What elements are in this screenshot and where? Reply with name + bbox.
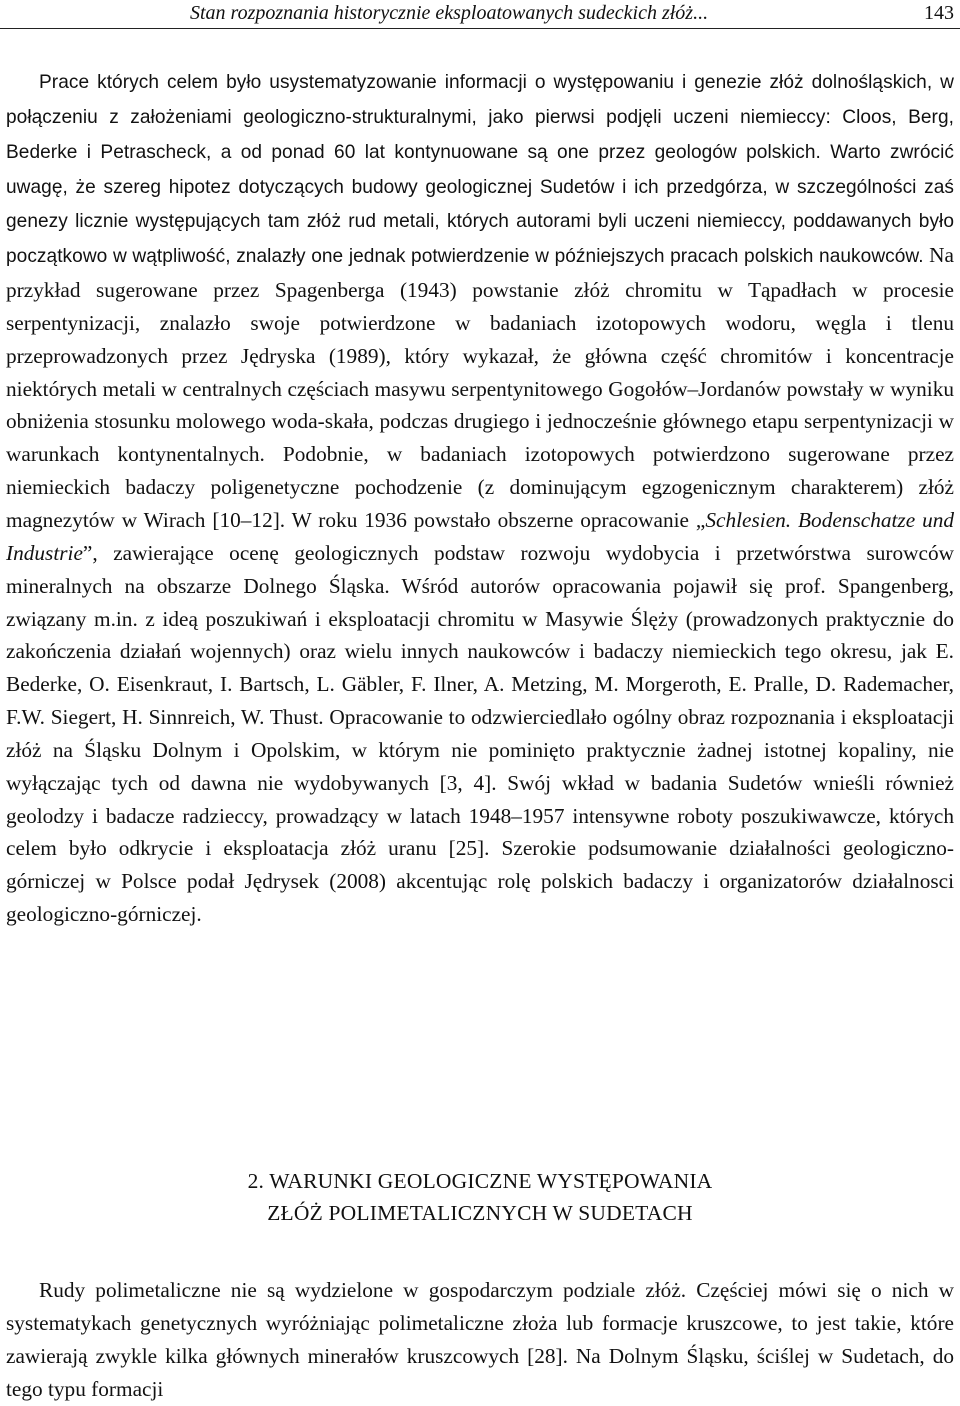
running-title: Stan rozpoznania historycznie eksploatowanych sudeckich złóż... xyxy=(190,2,709,24)
sentence-na-przyklad: Na przykład sugerowane przez Spagenberga (1943) powstanie złóż chromitu w Tąpadłach w procesie serpentynizacji, znalazło swoje potwierdzone w badaniach izotopowych wodoru, węgla i tlenu przeprowadzonych przez Jędryska (1989), który wykazał, że główna część chromitów i koncentracje niektórych metali w centralnych częściach masywu serpentynitowego Gogołów–Jordanów powstały w wyniku obniżenia stosunku molowego woda-skała, podczas drugiego i jednocześnie głównego etapu serpentynizacji w warunkach kontynentalnych. xyxy=(6,243,954,467)
section-heading-line-2: ZŁÓŻ POLIMETALICZNYCH W SUDETACH xyxy=(267,1201,693,1225)
body-paragraph-2: Rudy polimetaliczne nie są wydzielone w gospodarczym podziale złóż. Częściej mówi się o nich w systematykach genetycznych wyróżniając polimetaliczne złoża lub formacje kruszcowe, to jest takie, które zawierają zwykle kilka głównych minerałów kruszcowych [28]. Na Dolnym Śląsku, ściślej w Sudetach, do tego typu formacji xyxy=(6,1278,954,1401)
sentence-w-roku-1936: W roku 1936 powstało obszerne opracowanie „ xyxy=(285,507,706,532)
sentence-zawierajace-ocene: ”, zawierające ocenę geologicznych podstaw rozwoju wydobycia i przetwórstwa surowców mineralnych na obszarze Dolnego Śląska. Wśród autorów opracowania pojawił się prof. Spangenberg, związany m.in. z ideą poszukiwań i eksploatacji chromitu w Masywie Ślęży (prowadzonych praktycznie do zakończenia działań wojennych) oraz wielu innych naukowców i badaczy niemieckich tego okresu, jak E. Bederke, O. Eisenkraut, I. Bartsch, L. Gäbler, F. Ilner, A. Metzing, M. Morgeroth, E. Pralle, D. Rademacher, F.W. Siegert, H. Sinnreich, W. Thust. xyxy=(6,540,954,730)
body-paragraph-1 xyxy=(6,65,954,931)
section-heading-line-1: 2. WARUNKI GEOLOGICZNE WYSTĘPOWANIA xyxy=(247,1169,713,1193)
cited-title-schlesien: Schlesien. Bodenschatze und Industrie xyxy=(6,507,955,565)
running-header xyxy=(0,0,960,29)
sentence-podobnie: Podobnie, w badaniach izotopowych potwierdzono sugerowane przez niemieckich badaczy poligenetyczne pochodzenie (z dominującym egzogenicznym charakterem) złóż magnezytów w Wirach [10–12]. xyxy=(6,442,954,532)
page-number: 143 xyxy=(924,2,954,24)
sentence-prace-ktorych: Prace których celem było usystematyzowanie informacji o występowaniu i genezie złóż dolnośląskich, w połączeniu z założeniami geologiczno-strukturalnymi, jako pierwsi podjęli uczeni niemieccy: Cloos, Berg, Bederke i Petrascheck, a od ponad 60 lat kontynuowane są one przez geologów polskich. xyxy=(6,72,954,163)
section-heading xyxy=(0,1165,960,1229)
sentence-warto-zwrocic: Warto zwrócić uwagę, że szereg hipotez dotyczących budowy geologicznej Sudetów i ich przedgórza, w szczególności zaś genezy licznie występujących tam złóż rud metali, których autorami byli uczeni niemieccy, poddawanych było początkowo w wątpliwość, znalazły one jednak potwierdzenie w późniejszych pracach polskich naukowców. xyxy=(6,141,954,268)
sentence-opracowanie-to: Opracowanie to odzwierciedlało ogólny obraz rozpoznania i eksploatacji złóż na Śląsku Dolnym i Opolskim, w którym nie pominięto praktycznie żadnej istotnej kopaliny, nie wyłączając tych od dawna nie wydobywanych [3, 4]. Swój wkład w badania Sudetów wnieśli również geolodzy i badacze radzieccy, prowadzący w latach 1948–1957 intensywne roboty poszukiwawcze, których celem było odkrycie i eksploatacja złóż uranu [25]. Szerokie podsumowanie działalności geologiczno-górniczej w Polsce podał Jędrysek (2008) akcentując rolę polskich badaczy i organizatorów działalnosci geologiczno-górniczej. xyxy=(6,705,955,927)
